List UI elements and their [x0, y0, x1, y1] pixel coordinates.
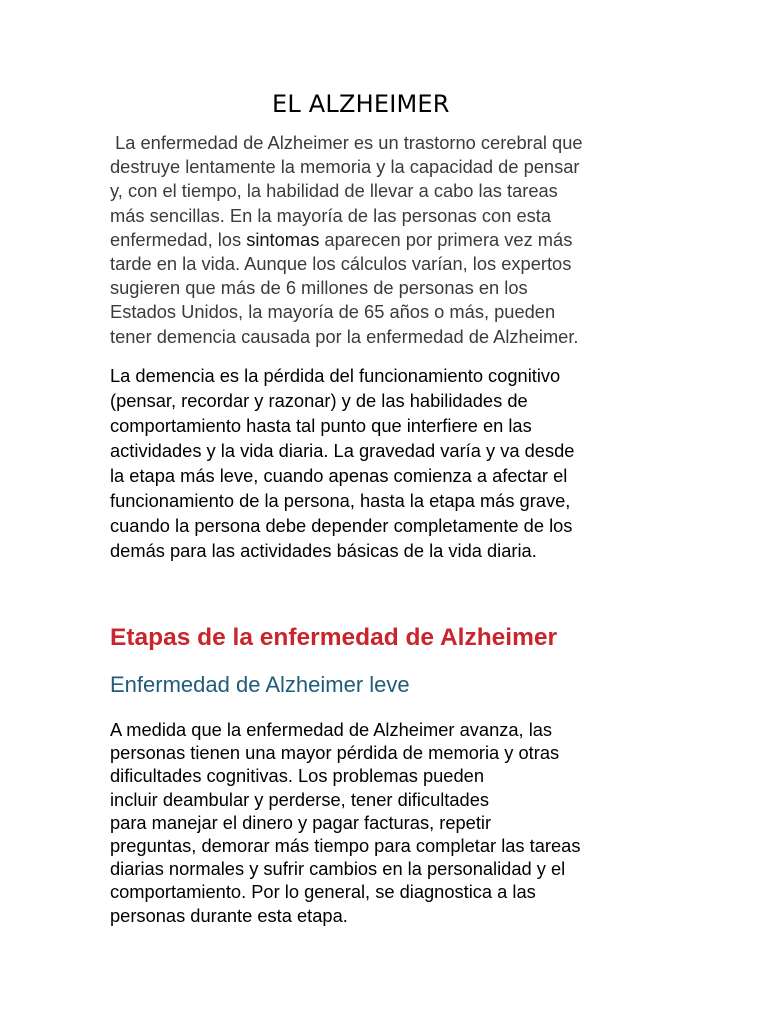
- text-line: preguntas, demorar más tiempo para completar las tareas: [110, 835, 581, 857]
- text-line: para manejar el dinero y pagar facturas, repetir: [110, 811, 492, 833]
- text-line: Estados Unidos, la mayoría de 65 años o más, pueden: [110, 301, 556, 323]
- text-line: y, con el tiempo, la habilidad de llevar a cabo las tareas: [110, 180, 558, 202]
- text-line: sugieren que más de 6 millones de personas en los: [110, 277, 528, 299]
- text-line: personas tienen una mayor pérdida de memoria y otras: [110, 742, 560, 764]
- text-line: actividades y la vida diaria. La gravedad varía y va desde: [110, 440, 575, 461]
- text-line: funcionamiento de la persona, hasta la etapa más grave,: [110, 490, 571, 511]
- text-line: incluir deambular y perderse, tener dificultades: [110, 788, 490, 810]
- stages-heading: Etapas de la enfermedad de Alzheimer: [110, 624, 558, 651]
- text-line: comportamiento hasta tal punto que interfiere en las: [110, 415, 532, 436]
- text-line: tener demencia causada por la enfermedad de Alzheimer.: [110, 325, 579, 347]
- text-line: diarias normales y sufrir cambios en la personalidad y el: [110, 858, 566, 880]
- mild-stage-heading: Enfermedad de Alzheimer leve: [110, 672, 410, 697]
- text-segment: enfermedad, los: [110, 228, 247, 250]
- text-line: (pensar, recordar y razonar) y de las habilidades de: [110, 390, 528, 411]
- text-line: personas durante esta etapa.: [110, 904, 348, 926]
- text-line: La demencia es la pérdida del funcionamiento cognitivo: [110, 365, 561, 386]
- text-line: más sencillas. En la mayoría de las personas con esta: [110, 204, 551, 226]
- text-line: la etapa más leve, cuando apenas comienza a afectar el: [110, 465, 568, 486]
- intro-paragraph: [110, 131, 583, 349]
- text-line: dificultades cognitivas. Los problemas pueden: [110, 765, 484, 787]
- page-title: EL ALZHEIMER: [272, 90, 450, 118]
- text-line: A medida que la enfermedad de Alzheimer avanza, las: [110, 719, 553, 740]
- text-line: tarde en la vida. Aunque los cálculos varían, los expertos: [110, 253, 572, 275]
- text-line: comportamiento. Por lo general, se diagnostica a las: [110, 881, 536, 903]
- mild-stage-paragraph: [110, 718, 580, 927]
- text-line: [110, 228, 583, 252]
- text-line: cuando la persona debe depender completamente de los: [110, 515, 573, 536]
- term-sintomas: sintomas: [246, 228, 320, 250]
- text-line: La enfermedad de Alzheimer es un trastorno cerebral que: [110, 132, 583, 153]
- text-line: destruye lentamente la memoria y la capacidad de pensar: [110, 156, 580, 178]
- dementia-paragraph: [110, 363, 574, 563]
- text-line: demás para las actividades básicas de la vida diaria.: [110, 540, 537, 561]
- text-segment: aparecen por primera vez más: [319, 228, 573, 250]
